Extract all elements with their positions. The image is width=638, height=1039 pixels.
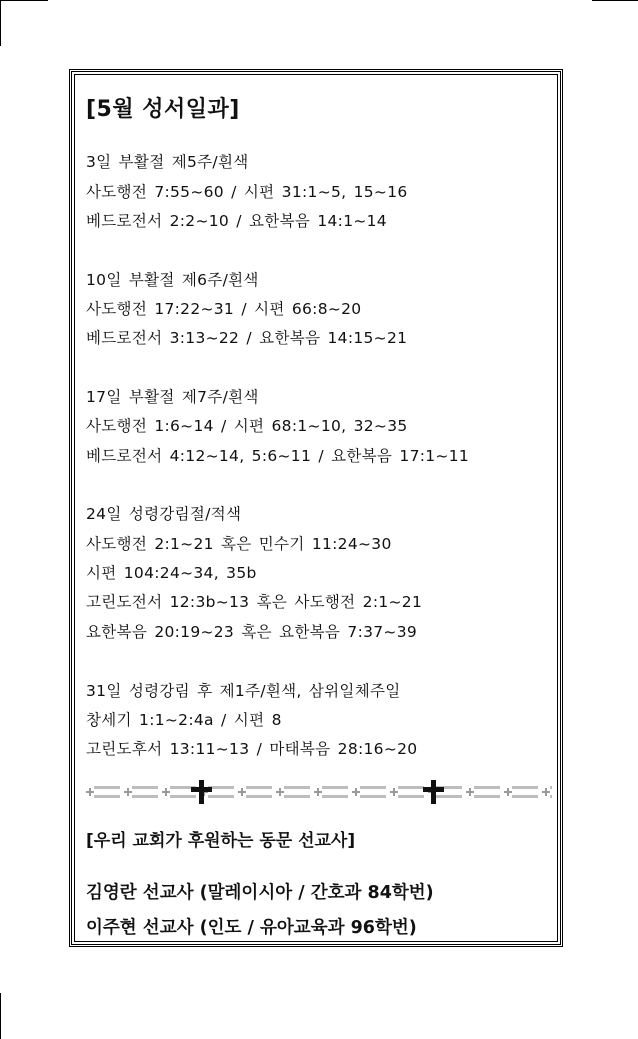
cross-chain-divider-icon	[86, 779, 552, 805]
reading-line: 베드로전서 3:13~22 / 요한복음 14:15~21	[86, 329, 408, 347]
reading-line: 사도행전 7:55~60 / 시편 31:1~5, 15~16	[86, 183, 408, 201]
reading-line: 사도행전 2:1~21 혹은 민수기 11:24~30	[86, 535, 392, 553]
reading-line: 고린도전서 12:3b~13 혹은 사도행전 2:1~21	[86, 593, 423, 611]
week-header: 3일 부활절 제5주/흰색	[86, 153, 249, 171]
reading-line: 사도행전 1:6~14 / 시편 68:1~10, 32~35	[86, 417, 408, 435]
reading-line: 베드로전서 4:12~14, 5:6~11 / 요한복음 17:1~11	[86, 447, 470, 465]
missionary-entry: 김영란 선교사 (말레이시아 / 간호과 84학번)	[86, 883, 434, 903]
reading-line: 사도행전 17:22~31 / 시편 66:8~20	[86, 300, 362, 318]
crop-mark-top-right	[592, 0, 638, 1]
missionary-entry: 이주현 선교사 (인도 / 유아교육과 96학번)	[86, 918, 417, 938]
crop-mark-top-left-vertical	[0, 0, 1, 46]
reading-line: 창세기 1:1~2:4a / 시편 8	[86, 711, 282, 729]
lectionary-heading: [5월 성서일과]	[86, 97, 240, 122]
week-header: 24일 성령강림절/적색	[86, 505, 242, 523]
week-header: 10일 부활절 제6주/흰색	[86, 271, 259, 289]
crop-mark-top-left-horizontal	[0, 0, 48, 1]
reading-line: 요한복음 20:19~23 혹은 요한복음 7:37~39	[86, 623, 418, 641]
week-header: 31일 성령강림 후 제1주/흰색, 삼위일체주일	[86, 682, 401, 700]
reading-line: 베드로전서 2:2~10 / 요한복음 14:1~14	[86, 212, 387, 230]
crop-mark-bottom-left	[0, 993, 1, 1039]
reading-line: 시편 104:24~34, 35b	[86, 564, 257, 582]
missionary-section-title: [우리 교회가 후원하는 동문 선교사]	[86, 831, 356, 851]
week-header: 17일 부활절 제7주/흰색	[86, 388, 259, 406]
reading-line: 고린도후서 13:11~13 / 마태복음 28:16~20	[86, 740, 418, 758]
